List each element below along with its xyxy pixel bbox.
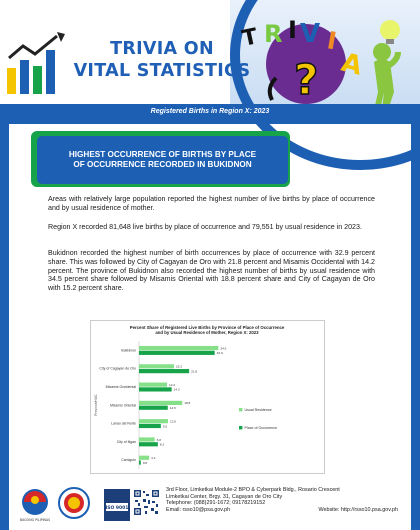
subtitle: Registered Births in Region X: 2023 bbox=[150, 108, 270, 115]
data-label: 12.2 bbox=[169, 382, 176, 387]
data-label: 32.9 bbox=[216, 351, 223, 356]
bar bbox=[139, 401, 182, 405]
growth-chart-icon bbox=[5, 30, 69, 96]
svg-text:I: I bbox=[288, 16, 297, 44]
data-label: 34.5 bbox=[220, 346, 227, 351]
title-line-1: TRIVIA ON bbox=[110, 39, 214, 59]
title-line-2: VITAL STATISTICS bbox=[73, 61, 251, 81]
svg-text:I: I bbox=[324, 26, 339, 56]
bar bbox=[139, 424, 161, 428]
data-label: 15.2 bbox=[175, 364, 182, 369]
iso-certification-badge bbox=[104, 489, 130, 521]
category-label: Misamis Occidental bbox=[105, 385, 136, 390]
iso-label: ISO 9001 bbox=[105, 506, 129, 511]
data-label: 18.8 bbox=[184, 401, 191, 406]
svg-text:T: T bbox=[240, 24, 260, 52]
data-label: 9.5 bbox=[162, 424, 168, 429]
bar bbox=[139, 346, 218, 350]
data-label: 8.2 bbox=[159, 442, 165, 447]
bar bbox=[139, 387, 172, 391]
data-label: 4.4 bbox=[151, 456, 156, 461]
header bbox=[0, 0, 420, 112]
category-label: Lanao del Norte bbox=[111, 421, 136, 426]
bar bbox=[139, 456, 149, 460]
bar bbox=[139, 460, 141, 464]
logo-caption: BAGONG PILIPINAS bbox=[19, 518, 51, 522]
paragraph-2: Region X recorded 81,648 live births by place of occurrence and 79,551 by usual residence in 2023. bbox=[48, 223, 362, 231]
category-label: Bukidnon bbox=[121, 348, 136, 353]
y-axis-label: Province/HUC bbox=[94, 394, 98, 416]
address-line-2: Limketkai Center, Brgy. 31, Cagayan de Oro City bbox=[166, 493, 283, 500]
bar-chart bbox=[90, 320, 325, 474]
data-label: 12.6 bbox=[169, 419, 177, 424]
data-label: 6.8 bbox=[156, 437, 161, 442]
paragraph-3: Bukidnon recorded the highest number of birth occurrences by place of occurrence with 32.9 percent share. This was followed by City of Cagayan de Oro with 21.8 percent and Misamis Occidental with 14.2 percent. The province of Bukidnon also recorded the highest number of births by usual residence with 34.5 percent share followed by Misamis Oriental with 18.8 percent share and City of Cagayan de Oro with 15.2 percent share. bbox=[48, 249, 375, 293]
bar bbox=[139, 406, 168, 410]
category-label: City of Iligan bbox=[116, 439, 136, 444]
bar bbox=[139, 364, 174, 368]
address-line-1: 3rd Floor, Limketkai Module-2 BPO & Cyberpark Bldg., Rosario Crescent bbox=[166, 487, 340, 493]
bar bbox=[139, 383, 167, 387]
bar bbox=[139, 437, 155, 441]
svg-text:?: ? bbox=[294, 55, 319, 104]
heading-box bbox=[37, 136, 288, 184]
bar bbox=[139, 351, 215, 355]
right-border bbox=[411, 124, 420, 530]
svg-text:A: A bbox=[338, 47, 366, 82]
qr-code-icon[interactable] bbox=[133, 489, 160, 516]
trivia-lettering-art bbox=[236, 8, 374, 112]
email-link[interactable]: Email: rsso10@psa.gov.ph bbox=[166, 507, 231, 514]
category-label: Camiguin bbox=[121, 458, 136, 463]
left-border bbox=[0, 124, 9, 530]
page-title bbox=[72, 38, 252, 82]
chart-canvas bbox=[91, 321, 324, 473]
data-label: 21.8 bbox=[191, 369, 198, 374]
svg-text:V: V bbox=[300, 19, 321, 49]
telephone: Telephone: (088)291-1672; 09178219152 bbox=[166, 500, 266, 507]
data-label: 14.2 bbox=[173, 387, 180, 392]
legend-swatch bbox=[239, 426, 242, 429]
category-label: Misamis Oriental bbox=[109, 403, 136, 408]
bar bbox=[139, 419, 168, 423]
data-label: 12.5 bbox=[169, 406, 176, 410]
bar bbox=[139, 442, 158, 446]
psa-seal-icon bbox=[59, 488, 89, 518]
bagong-pilipinas-logo bbox=[20, 489, 50, 522]
bar bbox=[139, 369, 189, 373]
chart-title: Percent Share of Registered Live Births by Province of Place of Occurrence and by Usual Residence of Mother, Region X: 2023 bbox=[129, 325, 285, 336]
svg-text:R: R bbox=[264, 20, 283, 48]
paragraph-1: Areas with relatively large population reported the highest number of live births by place of occurrence and by usual residence of mother. bbox=[48, 195, 375, 212]
legend-label: Place of Occurrence bbox=[244, 426, 278, 430]
thinking-figure-icon bbox=[360, 10, 418, 114]
legend-swatch bbox=[239, 408, 242, 411]
contact-info bbox=[166, 487, 398, 514]
data-label: 0.8 bbox=[142, 460, 148, 465]
category-label: City of Cagayan de Oro bbox=[99, 366, 136, 371]
section-heading: HIGHEST OCCURRENCE OF BIRTHS BY PLACE OF OCCURRENCE RECORDED IN BUKIDNON bbox=[68, 149, 257, 169]
website-link[interactable]: Website: http://rsso10.psa.gov.ph bbox=[318, 507, 398, 514]
legend-label: Usual Residence bbox=[244, 408, 272, 412]
